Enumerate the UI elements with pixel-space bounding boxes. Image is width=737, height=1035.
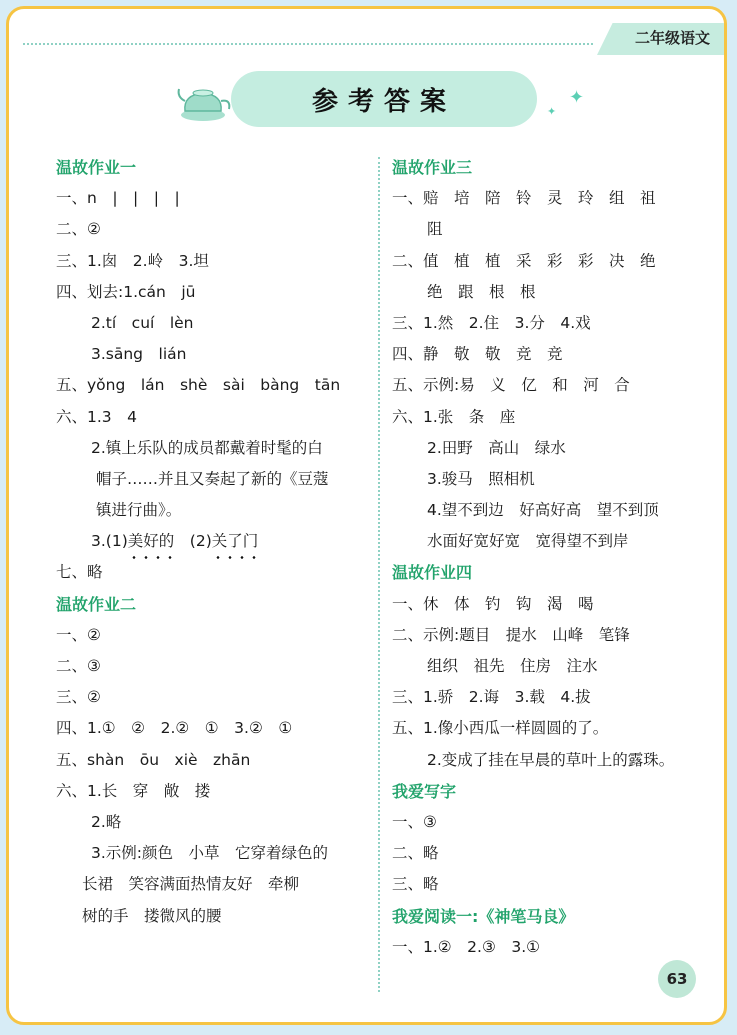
answer-line: 五、示例:易 义 亿 和 河 合 <box>392 376 630 395</box>
answer-prefix: 3. <box>91 532 106 551</box>
answer-line: 一、赔 培 陪 铃 灵 玲 组 祖 <box>392 189 656 208</box>
answer-line: 2.镇上乐队的成员都戴着时髦的白 <box>91 438 323 457</box>
answer-line: 3.示例:颜色 小草 它穿着绿色的 <box>91 844 329 863</box>
answer-line: 二、③ <box>56 657 101 675</box>
answer-line: 五、yǒng lán shè sài bàng tān <box>56 376 341 395</box>
page-number: 63 <box>658 960 696 998</box>
answer-line: 2.略 <box>91 812 122 831</box>
answer-line: 二、略 <box>392 844 439 863</box>
answer-line: 长裙 笑容满面热情友好 牵柳 <box>82 875 300 894</box>
sparkle-small-icon: ✦ <box>547 105 557 118</box>
answer-line: 三、② <box>56 688 101 707</box>
section-heading: 我爱阅读一:《神笔马良》 <box>392 906 575 926</box>
answer-line: 3.sāng lián <box>91 345 187 364</box>
emphasized-text: 关了门 <box>212 526 259 557</box>
answer-line: 四、1.① ② 2.② ① 3.② ① <box>56 719 293 738</box>
answer-line: 2.变成了挂在早晨的草叶上的露珠。 <box>427 750 675 769</box>
answer-line: 帽子……并且又奏起了新的《豆蔻 <box>96 469 329 488</box>
answer-line: 一、1.② 2.③ 3.① <box>392 937 541 956</box>
answer-line: 阻 <box>427 220 443 239</box>
answer-line: 六、1.3 4 <box>56 407 138 426</box>
answer-page <box>6 6 727 1025</box>
answer-line-emphasis <box>56 526 374 557</box>
answer-line: 一、n | | | | <box>56 189 180 208</box>
section-heading: 温故作业四 <box>392 563 473 583</box>
answer-line: 2.田野 高山 绿水 <box>427 438 566 457</box>
answer-line: 二、示例:题目 提水 山峰 笔锋 <box>392 625 630 644</box>
answer-part: (2) <box>174 532 212 551</box>
section-heading: 温故作业二 <box>56 594 137 614</box>
emphasized-text: 美好的 <box>128 526 175 557</box>
answer-line: 三、略 <box>392 875 439 894</box>
answer-line: 水面好宽好宽 宽得望不到岸 <box>427 532 629 551</box>
answer-line: 六、1.张 条 座 <box>392 407 516 426</box>
answer-line: 五、1.像小西瓜一样圆圆的了。 <box>392 719 609 738</box>
answer-line: 树的手 搂微风的腰 <box>82 906 222 925</box>
answer-line: 一、③ <box>392 812 437 831</box>
column-divider <box>378 157 380 992</box>
answer-line: 七、略 <box>56 563 103 582</box>
right-column <box>392 152 722 963</box>
left-column <box>56 152 374 932</box>
banner-title: 参考答案 <box>311 86 456 117</box>
answer-line: 二、值 植 植 采 彩 彩 决 绝 <box>392 251 656 270</box>
answer-line: 4.望不到边 好高好高 望不到顶 <box>427 501 659 520</box>
section-heading: 温故作业三 <box>392 158 473 177</box>
section-heading: 温故作业一 <box>56 158 137 177</box>
answer-part: (1) <box>105 532 128 551</box>
answer-line: 三、1.骄 2.诲 3.载 4.拔 <box>392 688 591 707</box>
answer-line: 3.骏马 照相机 <box>427 469 535 488</box>
answer-line: 2.tí cuí lèn <box>91 313 194 332</box>
answer-line: 一、休 体 钓 钩 渴 喝 <box>392 594 594 613</box>
sparkle-icon: ✦ <box>569 87 585 108</box>
teapot-icon <box>173 75 233 125</box>
answer-banner <box>231 71 537 127</box>
answer-line: 绝 跟 根 根 <box>427 282 536 301</box>
answer-line: 四、静 敬 敬 竞 竞 <box>392 345 563 364</box>
answer-line: 三、1.然 2.住 3.分 4.戏 <box>392 313 591 332</box>
section-heading: 我爱写字 <box>392 781 457 801</box>
answer-line: 二、② <box>56 220 101 239</box>
answer-line: 组织 祖先 住房 注水 <box>427 657 598 675</box>
answer-line: 四、划去:1.cán jū <box>56 282 196 301</box>
answer-line: 五、shàn ōu xiè zhān <box>56 750 251 769</box>
answer-line: 镇进行曲》。 <box>96 501 182 520</box>
answer-line: 一、② <box>56 625 101 644</box>
answer-line: 三、1.囱 2.岭 3.坦 <box>56 251 209 270</box>
header-dotted-rule <box>23 43 593 45</box>
grade-label: 二年级语文 <box>634 29 710 47</box>
answer-line: 六、1.长 穿 敞 搂 <box>56 781 211 800</box>
